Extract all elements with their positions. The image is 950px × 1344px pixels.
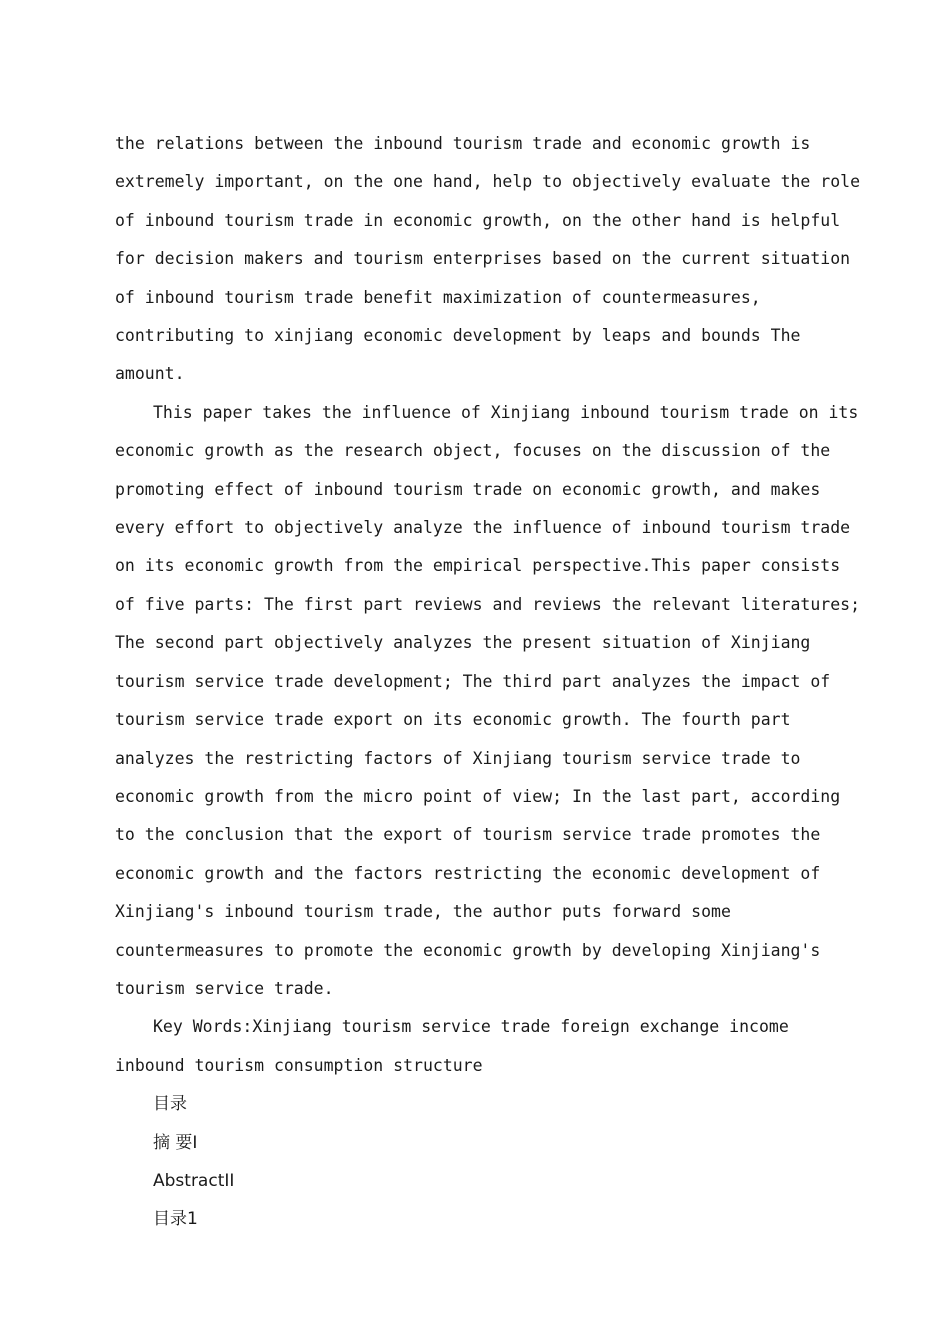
- text-line: of inbound tourism trade benefit maximization of countermeasures,: [115, 287, 761, 307]
- toc-heading: 目录: [153, 1094, 187, 1115]
- text-line: of inbound tourism trade in economic growth, on the other hand is helpful: [115, 210, 841, 230]
- text-line: for decision makers and tourism enterprises based on the current situation: [115, 249, 851, 269]
- text-line: every effort to objectively analyze the influence of inbound tourism trade: [115, 518, 851, 538]
- text-line: The second part objectively analyzes the present situation of Xinjiang: [115, 633, 811, 653]
- text-line: analyzes the restricting factors of Xinjiang tourism service trade to: [115, 748, 801, 768]
- keywords-paragraph: [115, 1008, 855, 1085]
- toc-item: 目录1: [153, 1209, 198, 1230]
- toc-item: AbstractII: [153, 1170, 235, 1191]
- text-line: to the conclusion that the export of tourism service trade promotes the: [115, 825, 821, 845]
- text-line: of five parts: The first part reviews and reviews the relevant literatures;: [115, 594, 861, 614]
- text-line: tourism service trade development; The third part analyzes the impact of: [115, 671, 831, 691]
- text-line: tourism service trade.: [115, 978, 334, 998]
- text-line: inbound tourism consumption structure: [115, 1055, 483, 1075]
- text-line: the relations between the inbound tourism trade and economic growth is: [115, 134, 811, 153]
- text-line: extremely important, on the one hand, help to objectively evaluate the role: [115, 172, 861, 192]
- text-line: tourism service trade export on its economic growth. The fourth part: [115, 710, 791, 730]
- table-of-contents: [115, 1085, 855, 1239]
- document-page: [115, 125, 861, 1239]
- text-line: on its economic growth from the empirical perspective.This paper consists: [115, 556, 841, 576]
- text-line: countermeasures to promote the economic growth by developing Xinjiang's: [115, 940, 821, 960]
- text-line: promoting effect of inbound tourism trade on economic growth, and makes: [115, 479, 821, 499]
- text-line: amount.: [115, 364, 185, 384]
- text-line: economic growth as the research object, focuses on the discussion of the: [115, 441, 831, 461]
- text-line: Key Words:Xinjiang tourism service trade foreign exchange income: [153, 1017, 789, 1037]
- text-line: Xinjiang's inbound tourism trade, the author puts forward some: [115, 902, 731, 922]
- abstract-paragraph-2: [115, 394, 861, 1009]
- text-line: economic growth from the micro point of view; In the last part, according: [115, 786, 841, 806]
- abstract-paragraph-1: [115, 125, 861, 394]
- toc-item: 摘 要I: [153, 1132, 198, 1153]
- text-line: contributing to xinjiang economic development by leaps and bounds The: [115, 326, 801, 346]
- text-line: economic growth and the factors restricting the economic development of: [115, 863, 821, 883]
- text-line: This paper takes the influence of Xinjiang inbound tourism trade on its: [153, 402, 859, 422]
